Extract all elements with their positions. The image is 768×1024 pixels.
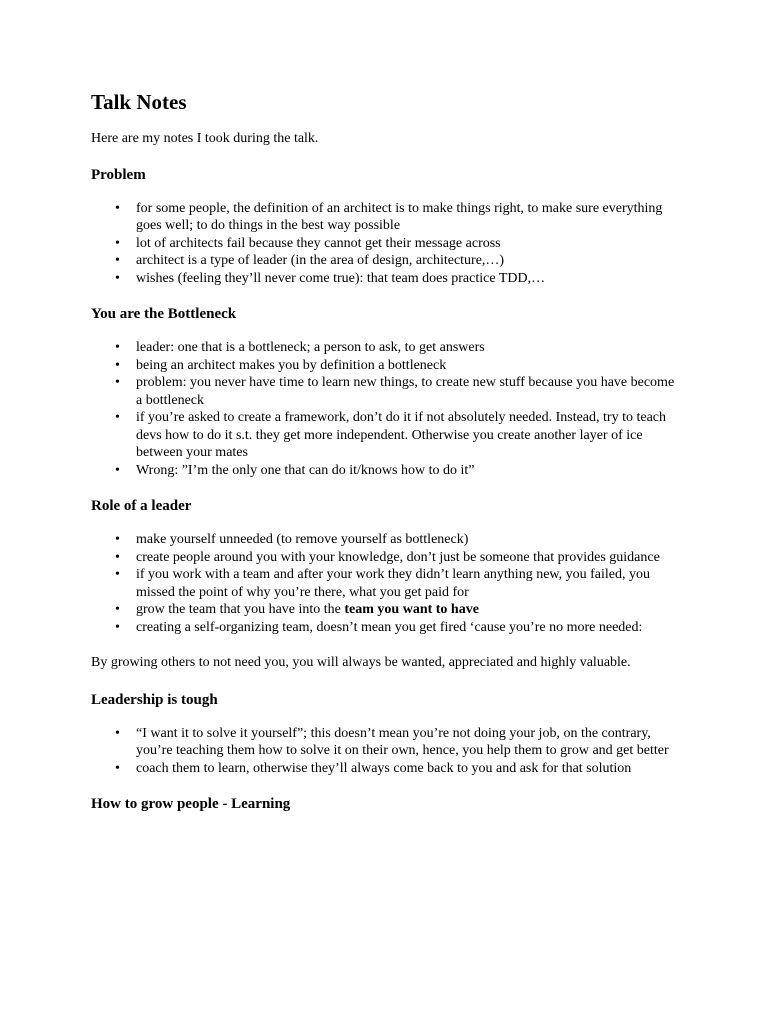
section-heading-grow: How to grow people - Learning xyxy=(91,796,291,812)
list-item: • creating a self-organizing team, doesn’t mean you get fired ‘cause you’re no more needed: xyxy=(136,619,681,637)
page-title: Talk Notes xyxy=(91,90,187,114)
list-item: • wishes (feeling they’ll never come true): that team does practice TDD,… xyxy=(136,270,681,288)
list-item: • problem: you never have time to learn new things, to create new stuff because you have become a bottleneck xyxy=(136,374,681,409)
list-item: • Wrong: ”I’m the only one that can do it/knows how to do it” xyxy=(136,462,681,480)
grow-item-text: grow the team that you have into the xyxy=(136,602,345,617)
list-item: • architect is a type of leader (in the area of design, architecture,…) xyxy=(136,252,681,270)
summary-statement: By growing others to not need you, you will always be wanted, appreciated and highly valuable. xyxy=(91,655,631,670)
intro-text: Here are my notes I took during the talk. xyxy=(91,131,319,146)
list-item: • leader: one that is a bottleneck; a person to ask, to get answers xyxy=(136,339,681,357)
list-item: • if you work with a team and after your work they didn’t learn anything new, you failed, you missed the point of why you’re there, what you get paid for xyxy=(136,566,681,601)
list-item: • “I want it to solve it yourself”; this doesn’t mean you’re not doing your job, on the contrary, you’re teaching them how to solve it on their own, hence, you help them to grow and get better xyxy=(136,725,681,760)
tough-list xyxy=(91,725,681,778)
section-heading-tough: Leadership is tough xyxy=(91,691,218,708)
section-heading-problem: Problem xyxy=(91,166,146,183)
problem-list xyxy=(91,200,681,288)
grow-item-bold-text: team you want to have xyxy=(344,602,479,617)
document-content xyxy=(91,88,681,829)
section-heading-bottleneck: You are the Bottleneck xyxy=(91,306,237,322)
section-heading-role: Role of a leader xyxy=(91,498,192,514)
bottleneck-list xyxy=(91,339,681,479)
list-item: • lot of architects fail because they cannot get their message across xyxy=(136,235,681,253)
list-item: • coach them to learn, otherwise they’ll always come back to you and ask for that solution xyxy=(136,760,681,778)
list-item: • being an architect makes you by definition a bottleneck xyxy=(136,357,681,375)
list-item: • if you’re asked to create a framework, don’t do it if not absolutely needed. Instead, try to teach devs how to do it s.t. they get more independent. Otherwise you create another layer of ice between your mates xyxy=(136,409,681,462)
list-item: • make yourself unneeded (to remove yourself as bottleneck) xyxy=(136,531,681,549)
list-item: • create people around you with your knowledge, don’t just be someone that provides guidance xyxy=(136,549,681,567)
list-item-grow-team xyxy=(136,601,681,619)
list-item: • for some people, the definition of an architect is to make things right, to make sure everything goes well; to do things in the best way possible xyxy=(136,200,681,235)
role-list xyxy=(91,531,681,636)
